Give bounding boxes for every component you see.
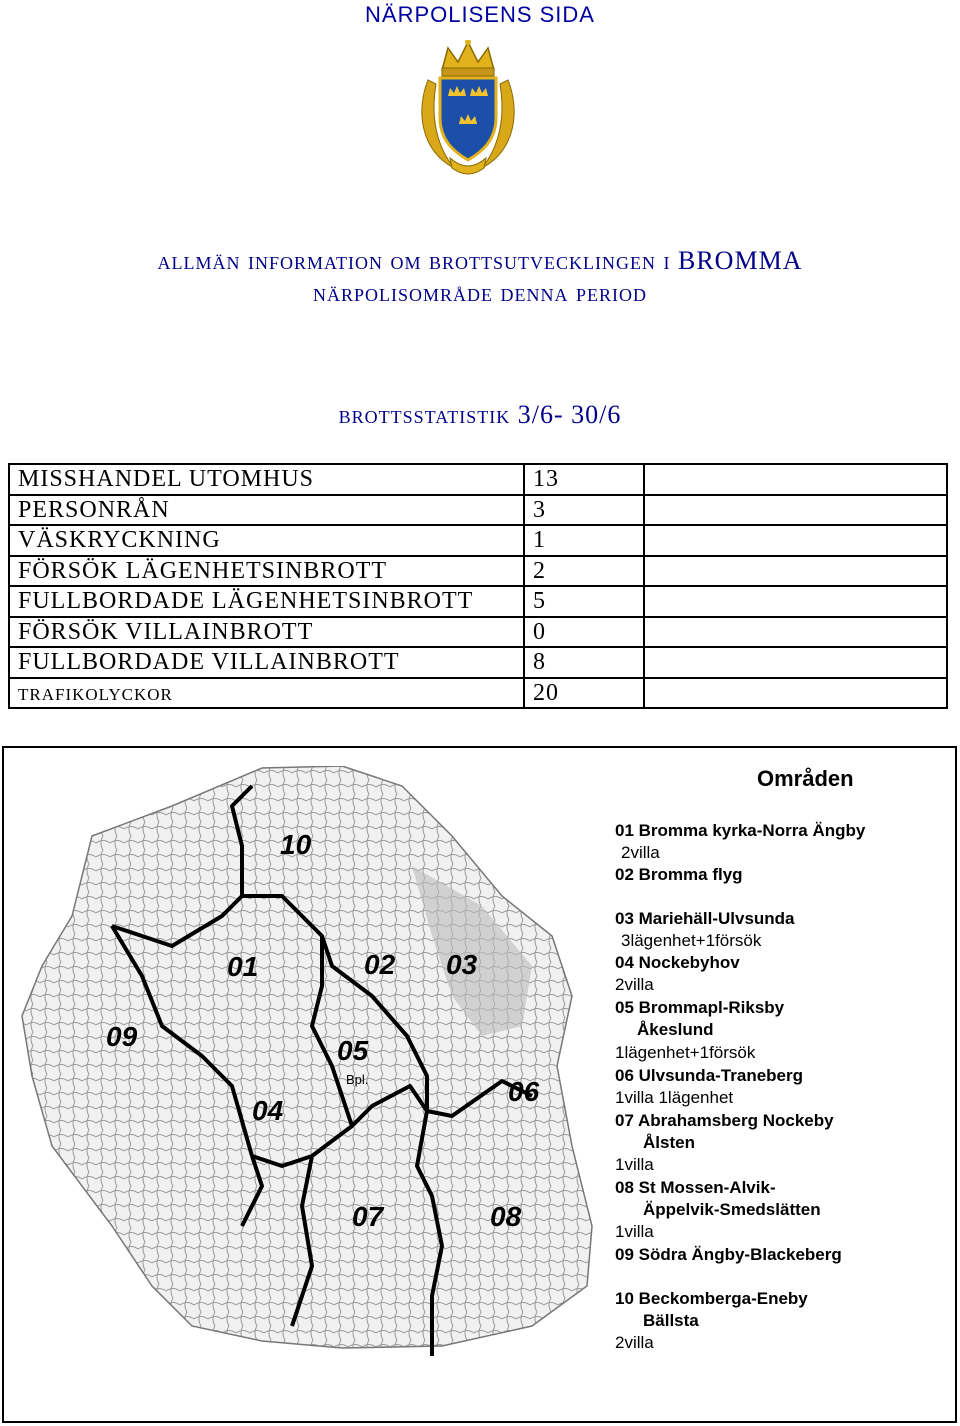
stat-empty-cell [644, 586, 947, 617]
legend-area-04: 04 Nockebyhov [615, 953, 740, 972]
legend-area-08: 08 St Mossen-Alvik- [615, 1178, 776, 1197]
legend-area-10: 10 Beckomberga-Eneby [615, 1289, 808, 1308]
stat-empty-cell [644, 464, 947, 495]
table-row [9, 495, 947, 526]
stat-label: trafikolyckor [9, 678, 524, 709]
legend-area-04-count: 2villa [615, 975, 654, 994]
table-row [9, 586, 947, 617]
legend-area-07-cont: Ålsten [643, 1133, 695, 1152]
stat-value: 5 [524, 586, 644, 617]
map-place-label: Bpl. [346, 1072, 369, 1087]
stat-label: FÖRSÖK LÄGENHETSINBROTT [9, 556, 524, 587]
table-row [9, 617, 947, 648]
stat-value: 1 [524, 525, 644, 556]
area-label-09: 09 [106, 1021, 138, 1052]
stat-empty-cell [644, 556, 947, 587]
legend-area-08-cont: Äppelvik-Smedslätten [643, 1200, 821, 1219]
stat-value: 2 [524, 556, 644, 587]
legend-area-07: 07 Abrahamsberg Nockeby [615, 1111, 834, 1130]
legend-title: Områden [757, 766, 854, 791]
area-label-05: 05 [337, 1035, 369, 1066]
area-label-10: 10 [280, 829, 312, 860]
stat-label: FÖRSÖK VILLAINBROTT [9, 617, 524, 648]
area-label-01: 01 [227, 951, 259, 982]
area-label-02: 02 [364, 949, 396, 980]
legend-area-10-count: 2villa [615, 1333, 654, 1352]
legend-area-08-count: 1villa [615, 1222, 654, 1241]
crime-stats-table [8, 463, 948, 709]
legend-area-06-count: 1villa 1lägenhet [615, 1088, 734, 1107]
district-map [12, 766, 612, 1356]
table-row [9, 556, 947, 587]
stat-label: MISSHANDEL UTOMHUS [9, 464, 524, 495]
table-row [9, 647, 947, 678]
info-subtitle: närpolisområde denna period [312, 278, 647, 307]
stat-empty-cell [644, 495, 947, 526]
table-row [9, 464, 947, 495]
stat-empty-cell [644, 617, 947, 648]
legend-area-01: 01 Bromma kyrka-Norra Ängby [615, 821, 866, 840]
legend-area-05-cont: Åkeslund [637, 1020, 714, 1039]
table-row [9, 678, 947, 709]
page-label: NÄRPOLISENS SIDA [365, 2, 595, 27]
stat-value: 0 [524, 617, 644, 648]
stat-label: VÄSKRYCKNING [9, 525, 524, 556]
area-label-04: 04 [252, 1095, 284, 1126]
legend-area-05-count: 1lägenhet+1försök [615, 1043, 756, 1062]
stats-title: brottsstatistik 3/6- 30/6 [338, 400, 622, 429]
legend-area-03-count: 3lägenhet+1försök [621, 931, 762, 950]
area-label-06: 06 [508, 1076, 540, 1107]
area-label-07: 07 [352, 1201, 384, 1232]
stat-label: PERSONRÅN [9, 495, 524, 526]
legend-area-07-count: 1villa [615, 1155, 654, 1174]
stat-value: 3 [524, 495, 644, 526]
area-map-panel [2, 746, 957, 1423]
stat-value: 13 [524, 464, 644, 495]
police-emblem [414, 40, 522, 180]
legend-area-02: 02 Bromma flyg [615, 865, 743, 884]
table-row [9, 525, 947, 556]
area-label-08: 08 [490, 1201, 522, 1232]
legend-area-06: 06 Ulvsunda-Traneberg [615, 1066, 804, 1085]
legend-area-03: 03 Mariehäll-Ulvsunda [615, 909, 795, 928]
stat-empty-cell [644, 525, 947, 556]
stat-label: FULLBORDADE LÄGENHETSINBROTT [9, 586, 524, 617]
info-title: allmän information om brottsutvecklingen i BROMMA [157, 246, 803, 275]
stat-label: FULLBORDADE VILLAINBROTT [9, 647, 524, 678]
area-label-03: 03 [446, 949, 478, 980]
stat-value: 8 [524, 647, 644, 678]
stat-empty-cell [644, 647, 947, 678]
stat-value: 20 [524, 678, 644, 709]
legend-area-01-count: 2villa [621, 843, 660, 862]
legend-area-05: 05 Brommapl-Riksby [615, 998, 785, 1017]
legend-area-10-cont: Bällsta [643, 1311, 699, 1330]
stat-empty-cell [644, 678, 947, 709]
legend-area-09: 09 Södra Ängby-Blackeberg [615, 1245, 842, 1264]
